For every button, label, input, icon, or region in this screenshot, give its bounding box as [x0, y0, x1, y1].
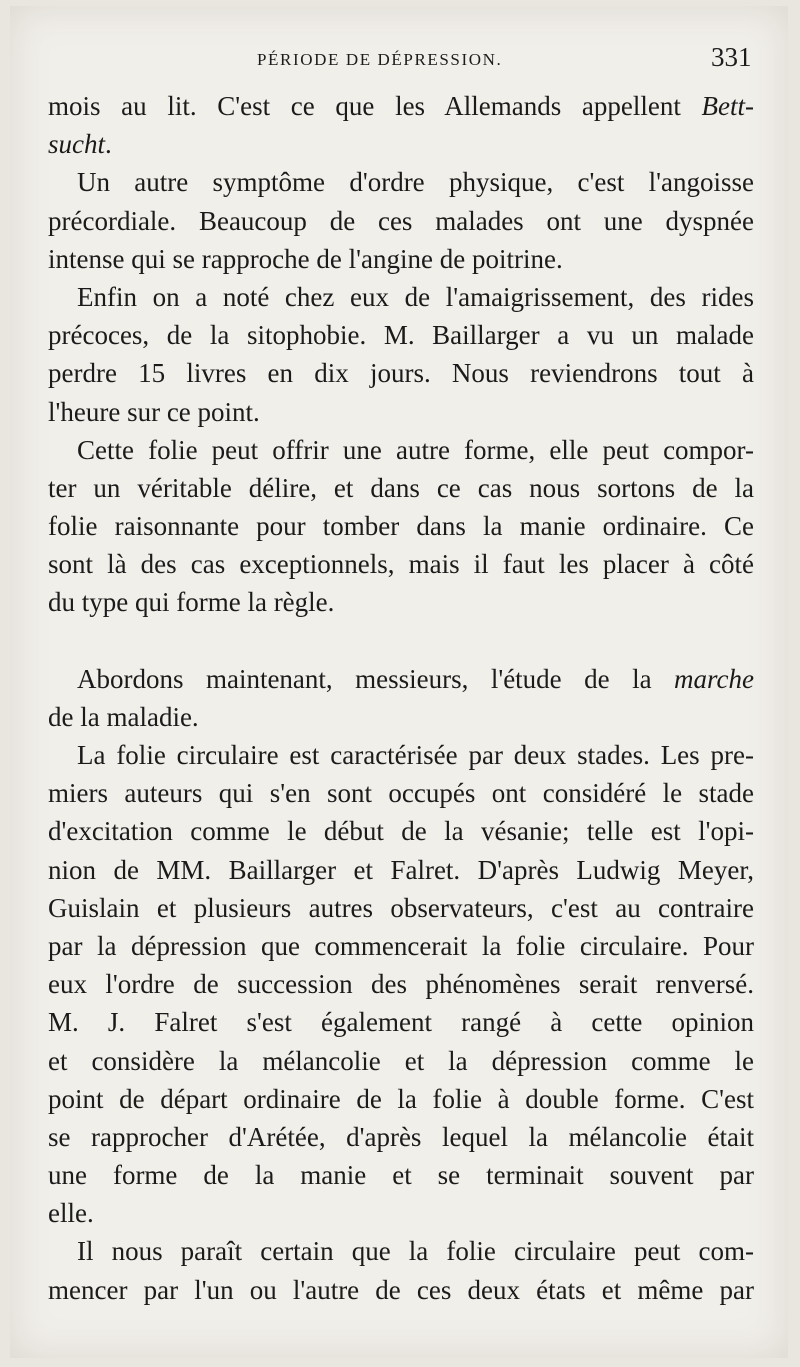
- running-title: PÉRIODE DE DÉPRESSION.: [257, 50, 503, 69]
- text-line: nion de MM. Baillarger et Falret. D'après Ludwig Meyer,: [48, 854, 754, 885]
- text-line: sont là des cas exceptionnels, mais il faut les placer à côté: [48, 549, 754, 580]
- text-line: d'excitation comme le début de la vésanie; telle est l'opi-: [48, 816, 754, 847]
- text-line: La folie circulaire est caractérisée par deux stades. Les pre-: [77, 740, 754, 770]
- text-line: perdre 15 livres en dix jours. Nous reviendrons tout à: [48, 358, 754, 389]
- page-number: 331: [711, 42, 752, 72]
- text-line: folie raisonnante pour tomber dans la manie ordinaire. Ce: [48, 511, 754, 542]
- page-header: [0, 42, 800, 82]
- text-line: mencer par l'un ou l'autre de ces deux états et même par: [48, 1274, 754, 1305]
- text-line: intense qui se rapproche de l'angine de poitrine.: [48, 243, 563, 274]
- text-line: de la maladie.: [48, 701, 199, 732]
- text-line: et considère la mélancolie et la dépression comme le: [48, 1045, 754, 1076]
- text-line: sucht.: [48, 129, 112, 160]
- text-line: Guislain et plusieurs autres observateurs, c'est au contraire: [48, 892, 754, 923]
- text-line: miers auteurs qui s'en sont occupés ont considéré le stade: [48, 778, 754, 809]
- text-line: Cette folie peut offrir une autre forme, elle peut compor-: [77, 434, 754, 465]
- text-line: Un autre symptôme d'ordre physique, c'est l'angoisse: [77, 167, 754, 198]
- text-line: précordiale. Beaucoup de ces malades ont une dyspnée: [48, 205, 754, 236]
- text-line: du type qui forme la règle.: [48, 587, 335, 618]
- text-line: eux l'ordre de succession des phénomènes serait renversé.: [48, 969, 754, 1000]
- text-line: Abordons maintenant, messieurs, l'étude de la marche: [77, 663, 754, 694]
- text-line: Il nous paraît certain que la folie circulaire peut com-: [77, 1236, 754, 1267]
- text-line: Enfin on a noté chez eux de l'amaigrissement, des rides: [77, 281, 754, 312]
- text-line: point de départ ordinaire de la folie à double forme. C'est: [48, 1083, 754, 1114]
- text-line: ter un véritable délire, et dans ce cas nous sortons de la: [48, 472, 754, 503]
- text-line: se rapprocher d'Arétée, d'après lequel la mélancolie était: [48, 1121, 754, 1152]
- text-line: une forme de la manie et se terminait souvent par: [48, 1160, 754, 1191]
- text-line: elle.: [48, 1198, 94, 1229]
- text-line: M. J. Falret s'est également rangé à cette opinion: [48, 1007, 754, 1038]
- text-line: précoces, de la sitophobie. M. Baillarger a vu un malade: [48, 320, 754, 351]
- text-line: mois au lit. C'est ce que les Allemands appellent Bett-: [48, 91, 754, 121]
- body-text: [48, 87, 754, 1309]
- text-line: l'heure sur ce point.: [48, 396, 260, 427]
- text-line: par la dépression que commencerait la folie circulaire. Pour: [48, 930, 754, 961]
- section-gap: [48, 622, 754, 660]
